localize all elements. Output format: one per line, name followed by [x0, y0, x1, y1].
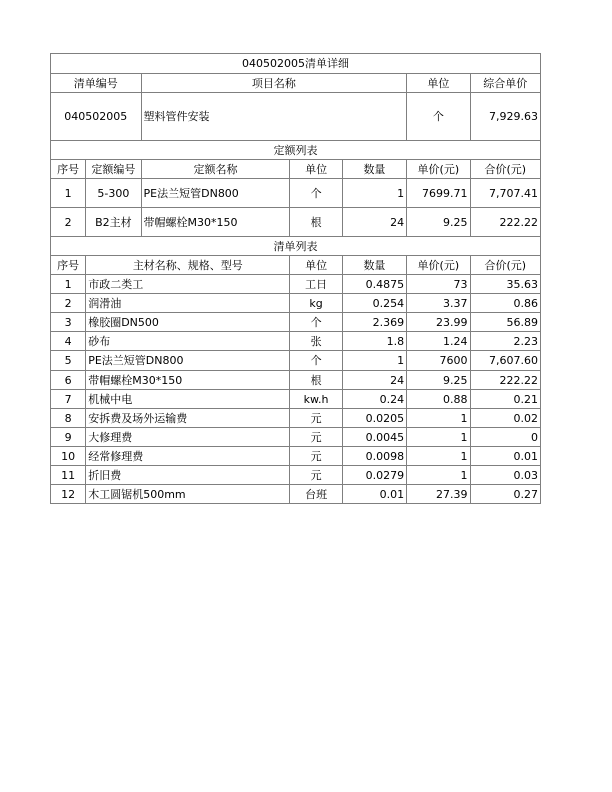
material-row-total: 35.63 [470, 275, 540, 294]
material-row-no: 5 [51, 351, 86, 371]
quota-row-qty: 1 [342, 179, 406, 208]
unit-label: 单位 [407, 74, 470, 93]
quota-header-row [51, 160, 541, 179]
material-row-total: 0.03 [470, 466, 540, 485]
header-row [51, 74, 541, 93]
material-row-price: 3.37 [407, 294, 470, 313]
quota-row-unit: 个 [290, 179, 342, 208]
material-row [51, 371, 541, 390]
materials-col-unit: 单位 [290, 256, 342, 275]
item-price: 7,929.63 [470, 93, 540, 141]
quota-row-price: 7699.71 [407, 179, 470, 208]
material-row-unit: 工日 [290, 275, 342, 294]
material-row-unit: kw.h [290, 390, 342, 409]
material-row-total: 56.89 [470, 313, 540, 332]
quota-row [51, 179, 541, 208]
quota-col-total: 合价(元) [470, 160, 540, 179]
material-row-no: 12 [51, 485, 86, 504]
quota-col-no: 序号 [51, 160, 86, 179]
material-row-unit: 个 [290, 351, 342, 371]
material-row-total: 222.22 [470, 371, 540, 390]
item-unit: 个 [407, 93, 470, 141]
material-row [51, 332, 541, 351]
quota-col-qty: 数量 [342, 160, 406, 179]
material-row-unit: kg [290, 294, 342, 313]
material-row-name: 橡胶圈DN500 [86, 313, 290, 332]
materials-col-total: 合价(元) [470, 256, 540, 275]
material-row-qty: 0.24 [342, 390, 406, 409]
material-row-qty: 2.369 [342, 313, 406, 332]
materials-col-name: 主材名称、规格、型号 [86, 256, 290, 275]
material-row-name: 机械中电 [86, 390, 290, 409]
material-row-name: 木工圆锯机500mm [86, 485, 290, 504]
material-row-name: PE法兰短管DN800 [86, 351, 290, 371]
material-row-unit: 元 [290, 447, 342, 466]
material-row-no: 6 [51, 371, 86, 390]
materials-section-row [51, 237, 541, 256]
material-row-price: 1.24 [407, 332, 470, 351]
material-row-unit: 元 [290, 466, 342, 485]
material-row-price: 7600 [407, 351, 470, 371]
material-row-name: 带帽螺栓M30*150 [86, 371, 290, 390]
material-row-qty: 0.01 [342, 485, 406, 504]
quota-row-price: 9.25 [407, 208, 470, 237]
quota-row-total: 7,707.41 [470, 179, 540, 208]
material-row-qty: 0.0205 [342, 409, 406, 428]
material-row-no: 7 [51, 390, 86, 409]
material-row-unit: 元 [290, 409, 342, 428]
quota-row [51, 208, 541, 237]
material-row-total: 0.02 [470, 409, 540, 428]
quota-row-no: 1 [51, 179, 86, 208]
item-name: 塑料管件安装 [141, 93, 407, 141]
material-row-total: 0.86 [470, 294, 540, 313]
material-row-name: 砂布 [86, 332, 290, 351]
quota-section-row [51, 141, 541, 160]
material-row-price: 0.88 [407, 390, 470, 409]
material-row-unit: 元 [290, 428, 342, 447]
material-row-total: 2.23 [470, 332, 540, 351]
material-row-name: 安拆费及场外运输费 [86, 409, 290, 428]
material-row [51, 466, 541, 485]
material-row [51, 294, 541, 313]
material-row-total: 0 [470, 428, 540, 447]
material-row-qty: 0.0279 [342, 466, 406, 485]
sheet-title: 040502005清单详细 [51, 54, 541, 74]
material-row-unit: 台班 [290, 485, 342, 504]
material-row-total: 7,607.60 [470, 351, 540, 371]
material-row-no: 9 [51, 428, 86, 447]
material-row [51, 275, 541, 294]
quota-col-code: 定额编号 [86, 160, 141, 179]
material-row-no: 10 [51, 447, 86, 466]
material-row [51, 313, 541, 332]
materials-col-qty: 数量 [342, 256, 406, 275]
material-row-total: 0.01 [470, 447, 540, 466]
bill-detail-table [50, 53, 541, 504]
materials-col-no: 序号 [51, 256, 86, 275]
material-row-qty: 0.0098 [342, 447, 406, 466]
material-row-unit: 张 [290, 332, 342, 351]
quota-col-name: 定额名称 [141, 160, 290, 179]
material-row-no: 4 [51, 332, 86, 351]
material-row-no: 3 [51, 313, 86, 332]
material-row-name: 市政二类工 [86, 275, 290, 294]
name-label: 项目名称 [141, 74, 407, 93]
material-row [51, 428, 541, 447]
price-label: 综合单价 [470, 74, 540, 93]
quota-row-code: B2主材 [86, 208, 141, 237]
quota-section-title: 定额列表 [51, 141, 541, 160]
materials-col-price: 单价(元) [407, 256, 470, 275]
material-row-unit: 根 [290, 371, 342, 390]
material-row-qty: 0.254 [342, 294, 406, 313]
material-row-no: 8 [51, 409, 86, 428]
title-row [51, 54, 541, 74]
material-row-price: 1 [407, 447, 470, 466]
material-row-price: 23.99 [407, 313, 470, 332]
material-row-price: 9.25 [407, 371, 470, 390]
quota-row-name: PE法兰短管DN800 [141, 179, 290, 208]
material-row-qty: 0.4875 [342, 275, 406, 294]
material-row-price: 1 [407, 409, 470, 428]
quota-row-code: 5-300 [86, 179, 141, 208]
material-row-no: 1 [51, 275, 86, 294]
material-row-name: 大修理费 [86, 428, 290, 447]
item-code: 040502005 [51, 93, 142, 141]
material-row [51, 447, 541, 466]
material-row-price: 73 [407, 275, 470, 294]
material-row [51, 485, 541, 504]
code-label: 清单编号 [51, 74, 142, 93]
material-row-total: 0.27 [470, 485, 540, 504]
quota-col-price: 单价(元) [407, 160, 470, 179]
quota-row-unit: 根 [290, 208, 342, 237]
material-row-name: 折旧费 [86, 466, 290, 485]
material-row-unit: 个 [290, 313, 342, 332]
quota-row-no: 2 [51, 208, 86, 237]
material-row-qty: 1 [342, 351, 406, 371]
item-row [51, 93, 541, 141]
material-row-price: 1 [407, 428, 470, 447]
material-row [51, 390, 541, 409]
material-row-no: 11 [51, 466, 86, 485]
quota-row-total: 222.22 [470, 208, 540, 237]
material-row-price: 27.39 [407, 485, 470, 504]
materials-section-title: 清单列表 [51, 237, 541, 256]
quota-row-name: 带帽螺栓M30*150 [141, 208, 290, 237]
material-row-no: 2 [51, 294, 86, 313]
material-row-price: 1 [407, 466, 470, 485]
material-row-qty: 1.8 [342, 332, 406, 351]
material-row-name: 润滑油 [86, 294, 290, 313]
quota-col-unit: 单位 [290, 160, 342, 179]
material-row-total: 0.21 [470, 390, 540, 409]
material-row-name: 经常修理费 [86, 447, 290, 466]
material-row-qty: 24 [342, 371, 406, 390]
material-row-qty: 0.0045 [342, 428, 406, 447]
material-row [51, 351, 541, 371]
material-row [51, 409, 541, 428]
quota-row-qty: 24 [342, 208, 406, 237]
materials-header-row [51, 256, 541, 275]
